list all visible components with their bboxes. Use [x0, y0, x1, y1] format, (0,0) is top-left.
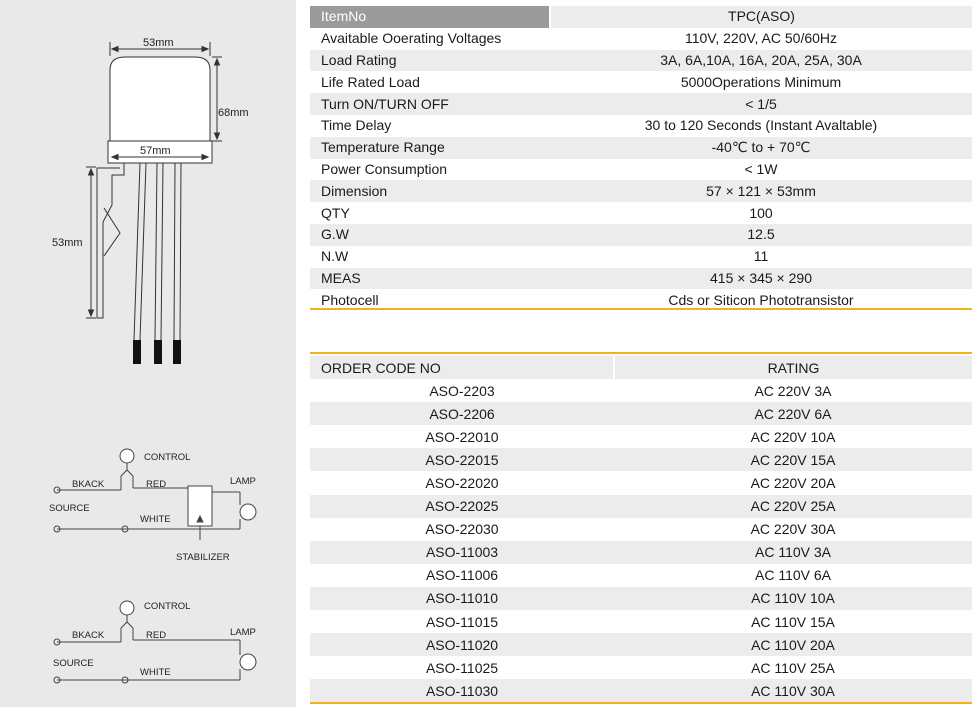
- spec-key: Turn ON/TURN OFF: [310, 93, 550, 115]
- order-code: ASO-2206: [310, 402, 614, 425]
- spec-row: [310, 224, 972, 246]
- order-code: ASO-11015: [425, 613, 499, 630]
- order-rating: AC 110V 20A: [614, 633, 972, 656]
- spec-key: N.W: [321, 248, 349, 265]
- wiring1-bkack-label: BKACK: [72, 479, 105, 490]
- order-rating: AC 220V 3A: [754, 382, 832, 399]
- order-rating: AC 110V 3A: [614, 541, 972, 564]
- dim-bottom-label: 57mm: [140, 145, 171, 157]
- wiring1-white-label: WHITE: [140, 514, 171, 525]
- order-row: [310, 564, 972, 587]
- spec-value: 110V, 220V, AC 50/60Hz: [684, 30, 838, 47]
- spec-row: [310, 71, 972, 93]
- order-header-row: [310, 356, 972, 379]
- order-row: [310, 541, 972, 564]
- order-code: ASO-11006: [425, 567, 499, 584]
- spec-header-key: ItemNo: [310, 6, 550, 28]
- order-row: [310, 587, 972, 610]
- order-rating: AC 110V 15A: [751, 613, 835, 630]
- spec-row: [310, 137, 972, 159]
- wiring1-red-label: RED: [146, 479, 167, 490]
- order-code: ASO-2203: [429, 382, 495, 399]
- order-code: ASO-22025: [310, 495, 614, 518]
- spec-value: 3A, 6A,10A, 16A, 20A, 25A, 30A: [550, 50, 972, 72]
- order-header-rating: RATING: [614, 356, 972, 379]
- dim-side-label: 53mm: [52, 237, 83, 249]
- order-rating: AC 110V 30A: [614, 679, 972, 702]
- wiring2-bkack-label: BKACK: [72, 630, 105, 641]
- order-code: ASO-22030: [425, 521, 499, 538]
- order-code: ASO-11030: [310, 679, 614, 702]
- spec-row: [310, 202, 972, 224]
- order-code: ASO-11010: [310, 587, 614, 610]
- order-rating: AC 220V 15A: [614, 448, 972, 471]
- spec-row: [310, 28, 972, 50]
- order-code: ASO-11020: [310, 633, 614, 656]
- wiring1-lamp-label: LAMP: [230, 476, 256, 487]
- spec-row: [310, 93, 972, 115]
- dim-height-label: 68mm: [218, 107, 249, 119]
- spec-value: 30 to 120 Seconds (Instant Avaltable): [644, 117, 878, 134]
- order-rating: AC 110V 6A: [754, 567, 831, 584]
- wiring2-white-label: WHITE: [140, 667, 171, 678]
- spec-row: [310, 268, 972, 290]
- order-table: [310, 356, 972, 702]
- spec-key: MEAS: [310, 268, 550, 290]
- order-row: [310, 495, 972, 518]
- wiring2-red-label: RED: [146, 630, 167, 641]
- order-row: [310, 633, 972, 656]
- spec-value: 415 × 345 × 290: [550, 268, 972, 290]
- spec-row: [310, 246, 972, 268]
- order-row: [310, 402, 972, 425]
- order-code: ASO-22020: [425, 475, 499, 492]
- spec-key: Time Delay: [321, 117, 392, 134]
- order-row: [310, 425, 972, 448]
- order-row: [310, 471, 972, 494]
- spec-value: 11: [753, 248, 769, 265]
- wiring1-source-label: SOURCE: [49, 503, 90, 514]
- order-row: [310, 656, 972, 679]
- wiring1-control-label: CONTROL: [144, 452, 191, 463]
- accent-divider: [310, 352, 972, 354]
- order-row: [310, 518, 972, 541]
- dim-top-label: 53mm: [143, 37, 174, 49]
- order-rating: AC 220V 25A: [614, 495, 972, 518]
- order-rating: AC 220V 30A: [750, 521, 836, 538]
- spec-row: [310, 159, 972, 181]
- spec-value: < 1W: [744, 160, 778, 177]
- wiring1-stabilizer-label: STABILIZER: [176, 552, 230, 563]
- spec-row: [310, 50, 972, 72]
- spec-value: -40℃ to + 70℃: [550, 137, 972, 159]
- order-code: ASO-22015: [310, 448, 614, 471]
- spec-value: 57 × 121 × 53mm: [550, 180, 972, 202]
- order-rating: AC 220V 6A: [614, 402, 972, 425]
- spec-header-value: TPC(ASO): [550, 6, 972, 28]
- order-code: ASO-11003: [310, 541, 614, 564]
- spec-key: QTY: [321, 204, 350, 221]
- spec-key: Avaitable Ooerating Voltages: [321, 30, 502, 47]
- accent-divider: [310, 702, 972, 704]
- spec-key: Life Rated Load: [321, 73, 420, 90]
- spec-key: Dimension: [310, 180, 550, 202]
- accent-divider: [310, 308, 972, 310]
- spec-value: 12.5: [550, 224, 972, 246]
- spec-row: [310, 180, 972, 202]
- order-row: [310, 679, 972, 702]
- wiring2-control-label: CONTROL: [144, 601, 191, 612]
- spec-key: Load Rating: [310, 50, 550, 72]
- spec-header-row: [310, 6, 972, 28]
- spec-value: Cds or Siticon Phototransistor: [668, 291, 854, 308]
- wiring2-source-label: SOURCE: [53, 658, 94, 669]
- spec-value: 5000Operations Minimum: [680, 73, 842, 90]
- order-rating: AC 220V 10A: [750, 428, 836, 445]
- order-code: ASO-11025: [425, 659, 499, 676]
- order-rating: AC 220V 20A: [750, 475, 836, 492]
- diagram-panel: [0, 0, 296, 707]
- spec-row: [310, 115, 972, 137]
- order-rating: AC 110V 10A: [614, 587, 972, 610]
- spec-key: Temperature Range: [310, 137, 550, 159]
- order-rating: AC 110V 25A: [751, 659, 835, 676]
- spec-key: Power Consumption: [321, 160, 448, 177]
- wiring2-lamp-label: LAMP: [230, 627, 256, 638]
- spec-table: [310, 6, 972, 311]
- diagram-drawing: [0, 0, 296, 707]
- spec-value: < 1/5: [550, 93, 972, 115]
- order-header-code: ORDER CODE NO: [310, 356, 614, 379]
- spec-value: 100: [749, 204, 773, 221]
- order-row: [310, 379, 972, 402]
- order-code: ASO-22010: [425, 428, 499, 445]
- order-row: [310, 610, 972, 633]
- spec-key: Photocell: [321, 291, 379, 308]
- spec-key: G.W: [310, 224, 550, 246]
- order-row: [310, 448, 972, 471]
